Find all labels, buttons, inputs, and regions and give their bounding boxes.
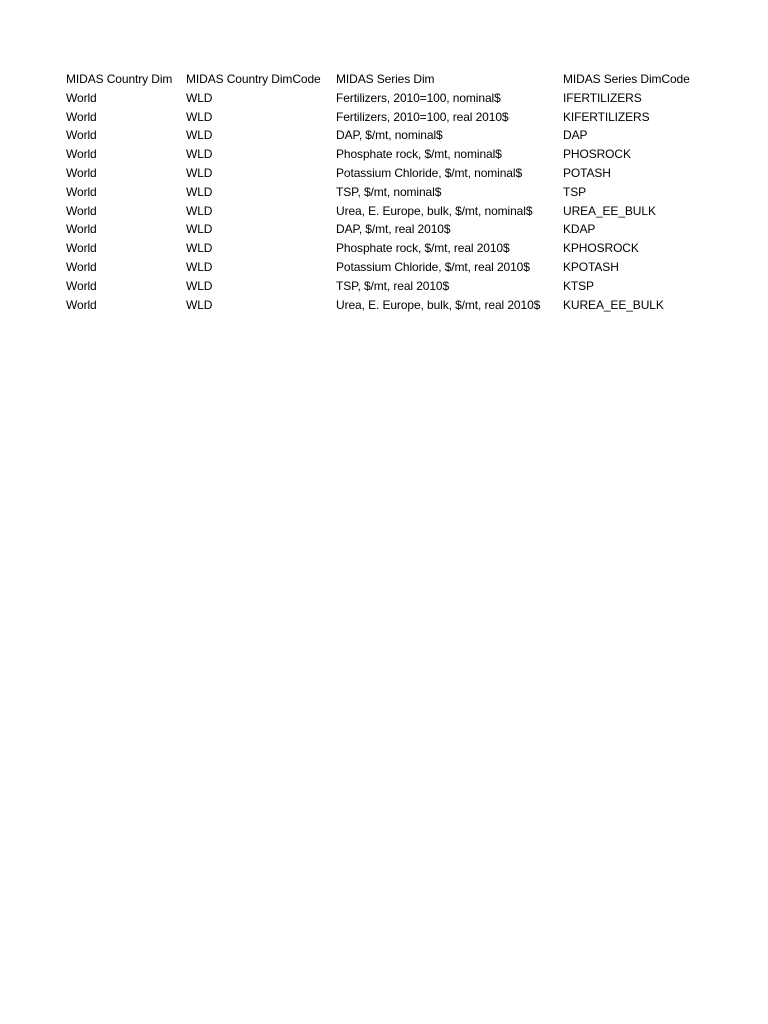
country-dim-cell: World — [66, 222, 97, 237]
series-dimcode-cell: DAP — [563, 128, 588, 143]
country-dim-cell: World — [66, 109, 97, 124]
table-row — [66, 183, 756, 202]
series-dim-cell: Potassium Chloride, $/mt, real 2010$ — [336, 259, 530, 274]
midas-series-table — [66, 70, 756, 314]
series-dim-cell: Urea, E. Europe, bulk, $/mt, nominal$ — [336, 203, 533, 218]
country-dim-cell: World — [66, 203, 97, 218]
table-row — [66, 239, 756, 258]
table-row — [66, 258, 756, 277]
table-row — [66, 220, 756, 239]
country-dimcode-cell: WLD — [186, 259, 213, 274]
series-dim-cell: Phosphate rock, $/mt, nominal$ — [336, 147, 502, 162]
country-dimcode-cell: WLD — [186, 203, 213, 218]
country-dim-cell: World — [66, 278, 97, 293]
series-dimcode-cell: KDAP — [563, 222, 596, 237]
country-dim-cell: World — [66, 90, 97, 105]
country-dimcode-cell: WLD — [186, 297, 213, 312]
series-dimcode-cell: KPHOSROCK — [563, 241, 639, 256]
country-dim-cell: World — [66, 147, 97, 162]
table-row — [66, 164, 756, 183]
series-dimcode-cell: KPOTASH — [563, 259, 619, 274]
series-dim-cell: TSP, $/mt, real 2010$ — [336, 278, 450, 293]
country-dimcode-cell: WLD — [186, 109, 213, 124]
table-row — [66, 145, 756, 164]
country-dimcode-cell: WLD — [186, 222, 213, 237]
series-dim-cell: Potassium Chloride, $/mt, nominal$ — [336, 165, 523, 180]
series-dimcode-cell: TSP — [563, 184, 587, 199]
country-dimcode-cell: WLD — [186, 278, 213, 293]
table-row — [66, 296, 756, 315]
country-dimcode-cell: WLD — [186, 147, 213, 162]
header-series-dimcode: MIDAS Series DimCode — [563, 72, 690, 86]
table-row — [66, 202, 756, 221]
series-dimcode-cell: KTSP — [563, 278, 594, 293]
series-dimcode-cell: POTASH — [563, 165, 611, 180]
country-dim-cell: World — [66, 241, 97, 256]
country-dim-cell: World — [66, 184, 97, 199]
country-dimcode-cell: WLD — [186, 165, 213, 180]
series-dimcode-cell: IFERTILIZERS — [563, 90, 642, 105]
table-row — [66, 108, 756, 127]
series-dim-cell: Fertilizers, 2010=100, nominal$ — [336, 90, 501, 105]
series-dim-cell: DAP, $/mt, nominal$ — [336, 128, 443, 143]
series-dimcode-cell: KUREA_EE_BULK — [563, 297, 664, 312]
series-dim-cell: Phosphate rock, $/mt, real 2010$ — [336, 241, 510, 256]
header-country-dimcode: MIDAS Country DimCode — [186, 72, 321, 86]
table-row — [66, 277, 756, 296]
series-dim-cell: TSP, $/mt, nominal$ — [336, 184, 442, 199]
series-dim-cell: DAP, $/mt, real 2010$ — [336, 222, 451, 237]
country-dim-cell: World — [66, 259, 97, 274]
header-series-dim: MIDAS Series Dim — [336, 72, 435, 86]
country-dimcode-cell: WLD — [186, 241, 213, 256]
country-dim-cell: World — [66, 165, 97, 180]
series-dimcode-cell: KIFERTILIZERS — [563, 109, 650, 124]
table-row — [66, 126, 756, 145]
country-dim-cell: World — [66, 128, 97, 143]
header-country-dim: MIDAS Country Dim — [66, 72, 173, 86]
country-dim-cell: World — [66, 297, 97, 312]
country-dimcode-cell: WLD — [186, 90, 213, 105]
country-dimcode-cell: WLD — [186, 184, 213, 199]
series-dim-cell: Urea, E. Europe, bulk, $/mt, real 2010$ — [336, 297, 541, 312]
series-dimcode-cell: UREA_EE_BULK — [563, 203, 656, 218]
country-dimcode-cell: WLD — [186, 128, 213, 143]
series-dim-cell: Fertilizers, 2010=100, real 2010$ — [336, 109, 509, 124]
table-row — [66, 89, 756, 108]
spreadsheet-page — [66, 70, 756, 314]
series-dimcode-cell: PHOSROCK — [563, 147, 631, 162]
header-row — [66, 70, 756, 89]
